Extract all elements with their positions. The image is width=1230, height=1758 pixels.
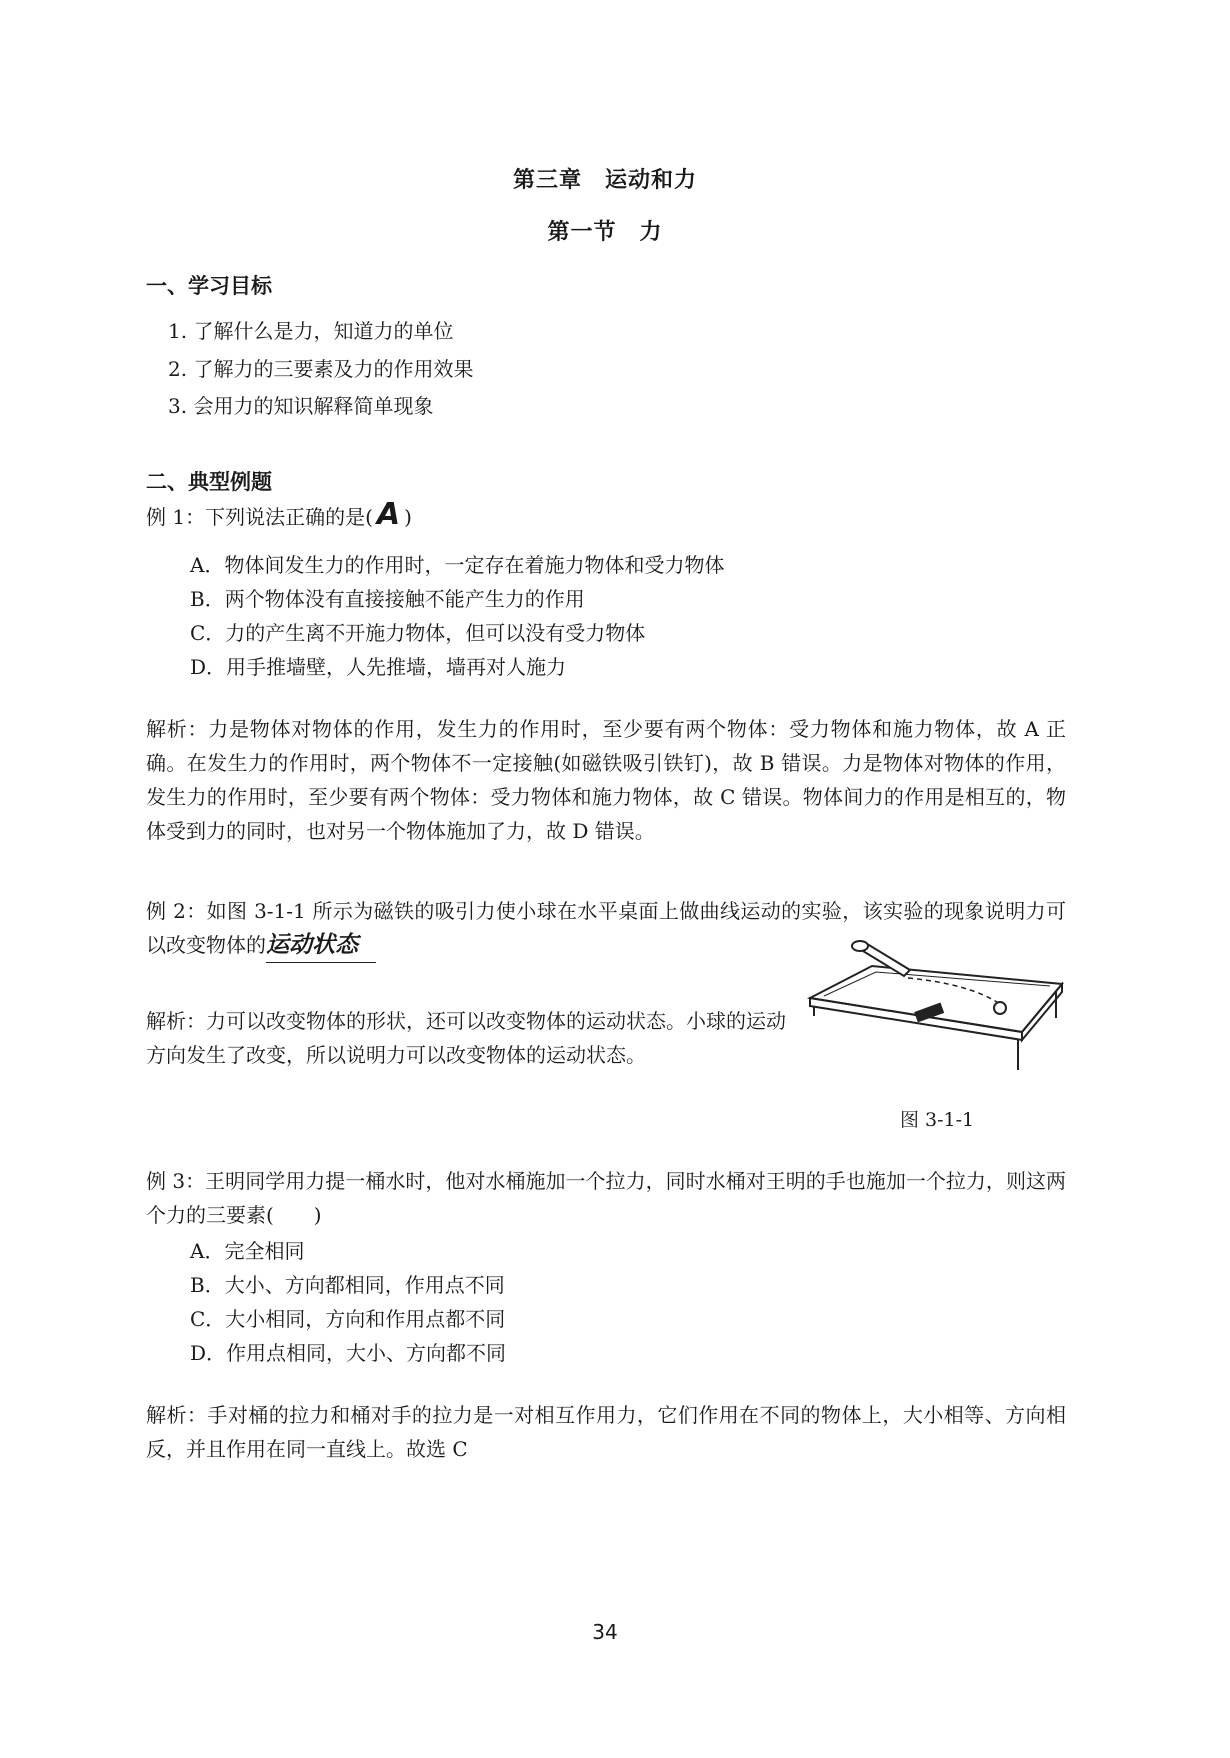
goal-item-3: 3. 会用力的知识解释简单现象	[168, 394, 434, 418]
example1-question	[146, 498, 412, 534]
figure-caption: 图 3-1-1	[900, 1109, 975, 1131]
ramp-ball-top	[852, 941, 868, 951]
goal-item-2: 2. 了解力的三要素及力的作用效果	[168, 357, 474, 381]
table-inner-edge	[824, 972, 1050, 996]
figure-magnet-ball-table	[800, 940, 1072, 1080]
example1-option-a: A．物体间发生力的作用时，一定存在着施力物体和受力物体	[190, 553, 725, 577]
goals-heading: 一、学习目标	[146, 274, 272, 298]
ball	[994, 1002, 1006, 1014]
example3-option-d: D．作用点相同，大小、方向都不同	[190, 1341, 507, 1365]
example1-question-suffix: )	[404, 505, 412, 529]
table-top	[810, 966, 1062, 1032]
example2-question-text: 例 2：如图 3-1-1 所示为磁铁的吸引力使小球在水平桌面上做曲线运动的实验，该实验的现象说明力可以改变物体的	[146, 899, 1066, 957]
example3-option-b: B．大小、方向都相同，作用点不同	[190, 1273, 505, 1297]
page-number: 34	[592, 1620, 618, 1644]
table-edge-front	[810, 998, 1022, 1040]
example1-option-c: C．力的产生离不开施力物体，但可以没有受力物体	[190, 621, 646, 645]
example1-analysis: 解析：力是物体对物体的作用，发生力的作用时，至少要有两个物体：受力物体和施力物体，故 A 正确。在发生力的作用时，两个物体不一定接触(如磁铁吸引铁钉)，故 B 错误。力是物体对物体的作用，发生力的作用时，至少要有两个物体：受力物体和施力物体，故 C 错误。物体间力的作用是相互的，物体受到力的同时，也对另一个物体施加了力，故 D 错误。	[146, 717, 1066, 843]
ball-path	[908, 978, 1000, 1004]
example3-option-c: C．大小相同，方向和作用点都不同	[190, 1307, 506, 1331]
section-title: 第一节 力	[547, 220, 663, 245]
example1-question-prefix: 例 1：下列说法正确的是(	[146, 505, 373, 529]
example3-option-a: A．完全相同	[190, 1239, 305, 1263]
example2-analysis: 解析：力可以改变物体的形状，还可以改变物体的运动状态。小球的运动方向发生了改变，所以说明力可以改变物体的运动状态。	[146, 1009, 786, 1067]
goal-item-1: 1. 了解什么是力，知道力的单位	[168, 319, 454, 343]
example1-handwritten-answer: A	[376, 497, 401, 532]
example3-question: 例 3：王明同学用力提一桶水时，他对水桶施加一个拉力，同时水桶对王明的手也施加一个拉力，则这两个力的三要素( )	[146, 1169, 1066, 1227]
chapter-title: 第三章 运动和力	[512, 168, 697, 193]
example2-handwritten-answer: 运动状态	[266, 928, 376, 963]
examples-heading: 二、典型例题	[146, 470, 272, 494]
example1-option-b: B．两个物体没有直接接触不能产生力的作用	[190, 587, 585, 611]
example1-option-d: D．用手推墙壁，人先推墙，墙再对人施力	[190, 655, 567, 679]
example3-analysis: 解析：手对桶的拉力和桶对手的拉力是一对相互作用力，它们作用在不同的物体上，大小相等、方向相反，并且作用在同一直线上。故选 C	[146, 1403, 1066, 1461]
